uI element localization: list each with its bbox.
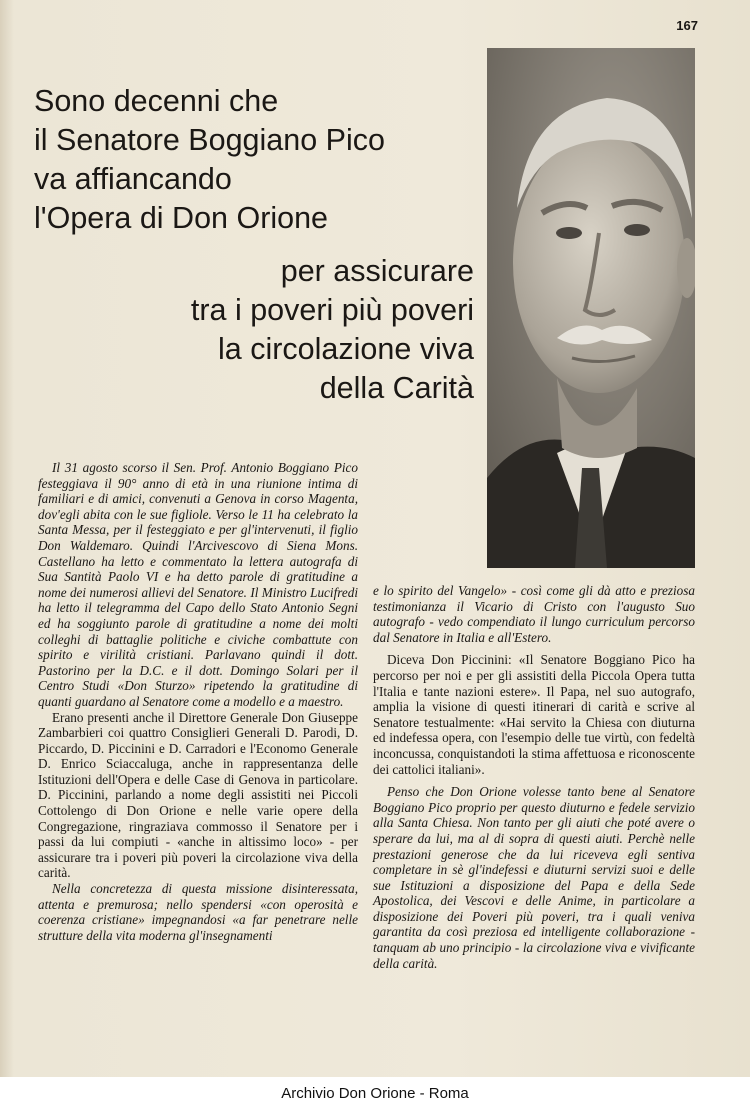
paragraph: Penso che Don Orione volesse tanto bene al Senatore Boggiano Pico proprio per questo diuturno e fedele servizio alla Santa Chiesa. Non tanto per gli aiuti che poté avere o sperare da lui, ma al di sopra di questi aiuti. Perchè nelle prestazioni generose che da lui riceveva egli sentiva completare in sè gl'indefessi e diuturni servizi suoi e delle sue Istituzioni a disposizione del Papa e della Sede Apostolica, dei Vescovi e delle Anime, in particolare a disposizione dei Poveri più poveri, tra i quali veniva garantita da così preziosa ed intelligente collaborazione - tanquam ab uno principio - la circolazione viva e vivificante della carità. — [373, 784, 695, 971]
paragraph: Il 31 agosto scorso il Sen. Prof. Antonio Boggiano Pico festeggiava il 90° anno di età in una riunione intima di familiari e di amici, convenuti a Genova in corso Magenta, dov'egli abita con le sue figliole. Verso le 11 ha celebrato la Santa Messa, per il festeggiato e per gl'intervenuti, il figlio Don Waldemaro. Quindi l'Arcivescovo di Siena Mons. Castellano ha letto e commentato la lettera autografa di Sua Santità Paolo VI e ha detto parole di gratitudine a nome dei numerosi allievi del Senatore. Il Ministro Lucifredi ha letto il telegramma del Capo dello Stato Antonio Segni ed ha soggiunto parole di gratitudine a nome dei molti colleghi di battaglie politiche e civiche combattute con spirito e virilità cristiani. Parlavano quindi il dott. Pastorino per la D.C. e il dott. Domingo Solari per il Centro Studi «Don Sturzo» ripetendo la gratitudine di quanti guardano al Senatore come a modello e a maestro. — [38, 460, 358, 709]
paragraph: Diceva Don Piccinini: «Il Senatore Boggiano Pico ha percorso per noi e per gli assistiti della Piccola Opera tutta l'Italia e tante nazioni estere». Il Papa, nel suo autografo, amplia la visione di questi itinerari di carità e scrive al Senatore testualmente: «Hai servito la Chiesa con diuturna ed indefessa opera, con l'esempio delle tue virtù, con fedeltà inconcussa, conquistandoti la stima affettuosa e riconoscente dei cattolici italiani». — [373, 652, 695, 777]
headline-line: va affiancando — [34, 162, 232, 196]
headline-line: tra i poveri più poveri — [190, 293, 474, 327]
page-number: 167 — [676, 18, 698, 33]
headline-line: della Carità — [319, 371, 474, 405]
headline-line: il Senatore Boggiano Pico — [34, 123, 385, 157]
archive-footer: Archivio Don Orione - Roma — [0, 1077, 750, 1111]
article-column-right — [373, 583, 695, 971]
headline-line: la circolazione viva — [218, 332, 474, 366]
headline-line: l'Opera di Don Orione — [34, 201, 329, 235]
portrait-photo — [487, 48, 695, 568]
paragraph: Nella concretezza di questa missione disinteressata, attenta e premurosa; nello spendersi «con operosità e coerenza cristiane» impegnandosi «a far penetrare nelle strutture della vita moderna gl'insegnamenti — [38, 881, 358, 943]
headline-line: Sono decenni che — [34, 84, 279, 118]
portrait-illustration — [487, 48, 695, 568]
paragraph: e lo spirito del Vangelo» - così come gli dà atto e preziosa testimonianza il Vicario di Cristo con l'augusto Suo autografo - vedo compendiato il lungo curriculum percorso dal Senatore in Italia e all'Estero. — [373, 583, 695, 645]
paragraph: Erano presenti anche il Direttore Generale Don Giuseppe Zambarbieri coi quattro Consiglieri Generali D. Parodi, D. Piccardo, D. Piccinini e D. Carradori e l'Economo Generale D. Enrico Sciaccaluga, anche in rappresentanza delle Istituzioni dell'Opera e delle Case di Genova in particolare. D. Piccinini, parlando a nome degli assistiti nei Piccoli Cottolengo di Don Orione e nelle varie opere della Congregazione, ringraziava commosso il Senatore per i passi da lui compiuti - «anche in altissimo loco» - per assicurare tra i poveri più poveri la circolazione viva della carità. — [38, 709, 358, 881]
article-column-left — [38, 460, 358, 943]
headline-line: per assicurare — [280, 254, 474, 288]
article-headline — [34, 82, 474, 408]
